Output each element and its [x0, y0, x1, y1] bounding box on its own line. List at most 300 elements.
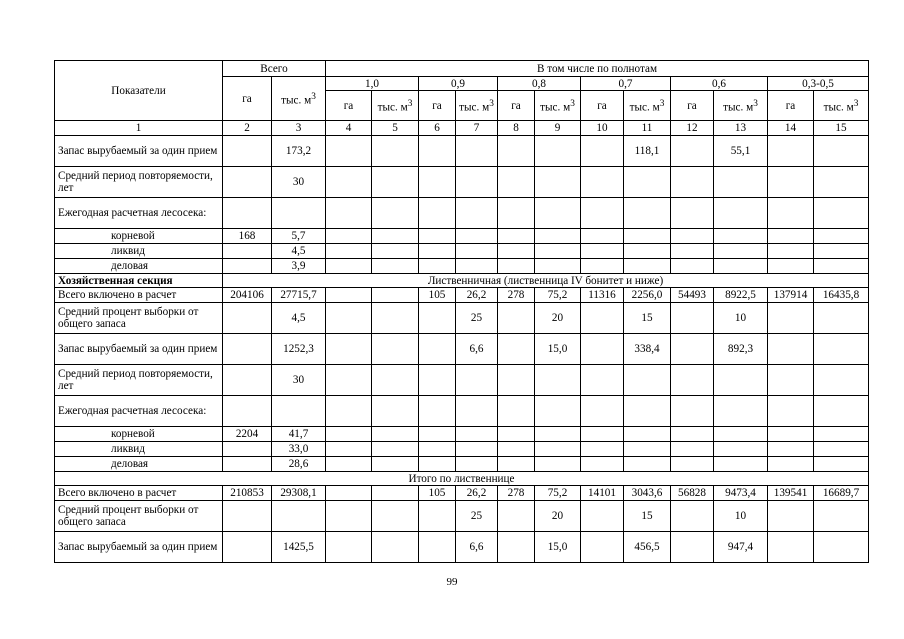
table-header — [55, 61, 869, 136]
data-cell — [372, 288, 419, 303]
data-cell — [372, 442, 419, 457]
data-cell — [671, 532, 714, 563]
column-number: 8 — [498, 121, 535, 136]
data-cell — [535, 365, 581, 396]
data-cell: 1425,5 — [272, 532, 326, 563]
data-cell: 137914 — [768, 288, 814, 303]
data-cell — [372, 259, 419, 274]
data-cell — [624, 365, 671, 396]
data-cell — [581, 136, 624, 167]
data-cell — [581, 457, 624, 472]
data-cell: 168 — [223, 229, 272, 244]
data-cell — [419, 442, 456, 457]
data-cell — [419, 303, 456, 334]
data-cell: 2256,0 — [624, 288, 671, 303]
column-number: 1 — [55, 121, 223, 136]
data-cell — [326, 442, 372, 457]
data-cell — [768, 427, 814, 442]
column-number: 5 — [372, 121, 419, 136]
data-cell: 3043,6 — [624, 486, 671, 501]
data-cell — [326, 288, 372, 303]
data-cell — [624, 198, 671, 229]
row-label: Всего включено в расчет — [55, 288, 223, 303]
data-cell — [581, 167, 624, 198]
data-cell — [456, 259, 498, 274]
data-cell — [223, 334, 272, 365]
data-cell — [223, 365, 272, 396]
data-cell — [498, 457, 535, 472]
data-cell — [419, 259, 456, 274]
table-row — [55, 486, 869, 501]
data-cell: 15,0 — [535, 334, 581, 365]
data-cell — [419, 365, 456, 396]
column-number: 13 — [714, 121, 768, 136]
data-cell — [768, 136, 814, 167]
section-title: Лиственничная (лиственница IV бонитет и ниже) — [223, 274, 869, 288]
data-cell — [419, 167, 456, 198]
data-cell: 173,2 — [272, 136, 326, 167]
data-cell: 204106 — [223, 288, 272, 303]
data-cell — [372, 396, 419, 427]
data-cell: 892,3 — [714, 334, 768, 365]
data-cell — [372, 198, 419, 229]
data-cell — [768, 303, 814, 334]
data-cell — [326, 396, 372, 427]
table-row — [55, 229, 869, 244]
data-cell — [581, 229, 624, 244]
data-cell — [671, 136, 714, 167]
column-number: 6 — [419, 121, 456, 136]
data-cell — [671, 427, 714, 442]
data-cell — [768, 334, 814, 365]
header-unit-tm: тыс. $м^3$ — [814, 91, 869, 121]
column-number: 2 — [223, 121, 272, 136]
column-number: 7 — [456, 121, 498, 136]
data-cell — [535, 244, 581, 259]
data-cell: 8922,5 — [714, 288, 768, 303]
data-cell — [624, 457, 671, 472]
table-row — [55, 334, 869, 365]
data-cell — [419, 229, 456, 244]
data-cell: 6,6 — [456, 334, 498, 365]
data-cell — [326, 501, 372, 532]
table-row — [55, 303, 869, 334]
data-cell: 9473,4 — [714, 486, 768, 501]
data-cell — [456, 244, 498, 259]
data-cell — [814, 334, 869, 365]
header-unit-ha: га — [326, 91, 372, 121]
data-cell: 16435,8 — [814, 288, 869, 303]
data-cell — [581, 532, 624, 563]
data-cell — [814, 457, 869, 472]
data-cell — [581, 427, 624, 442]
data-cell — [456, 365, 498, 396]
header-unit-tm: тыс. $м^3$ — [372, 91, 419, 121]
header-unit-tm: тыс. $м^3$ — [535, 91, 581, 121]
data-cell — [814, 198, 869, 229]
row-label: Запас вырубаемый за один прием — [55, 334, 223, 365]
data-cell: 26,2 — [456, 486, 498, 501]
column-number: 11 — [624, 121, 671, 136]
table-row — [55, 457, 869, 472]
data-cell — [814, 167, 869, 198]
data-cell: 5,7 — [272, 229, 326, 244]
row-label: корневой — [55, 229, 223, 244]
header-unit-ha: га — [498, 91, 535, 121]
data-cell — [768, 532, 814, 563]
row-label: Запас вырубаемый за один прием — [55, 136, 223, 167]
data-cell — [223, 396, 272, 427]
data-cell: 278 — [498, 288, 535, 303]
data-cell — [768, 167, 814, 198]
data-cell — [372, 501, 419, 532]
data-cell — [581, 244, 624, 259]
data-cell: 54493 — [671, 288, 714, 303]
data-cell — [671, 244, 714, 259]
data-cell — [624, 167, 671, 198]
data-cell — [498, 427, 535, 442]
data-cell — [419, 244, 456, 259]
data-cell — [671, 303, 714, 334]
data-cell — [223, 198, 272, 229]
data-cell — [624, 442, 671, 457]
row-label: Ежегодная расчетная лесосека: — [55, 396, 223, 427]
data-cell — [326, 427, 372, 442]
data-cell: 56828 — [671, 486, 714, 501]
data-cell — [581, 303, 624, 334]
data-cell — [326, 365, 372, 396]
data-cell — [498, 442, 535, 457]
data-cell — [671, 396, 714, 427]
header-total-tm: тыс. $м^3$ — [272, 77, 326, 121]
data-cell — [419, 334, 456, 365]
row-label: ликвид — [55, 442, 223, 457]
data-cell — [768, 198, 814, 229]
data-cell — [768, 501, 814, 532]
data-cell — [498, 365, 535, 396]
data-cell — [272, 396, 326, 427]
table-row — [55, 501, 869, 532]
data-cell — [671, 198, 714, 229]
data-cell: 278 — [498, 486, 535, 501]
data-cell — [456, 167, 498, 198]
data-cell — [814, 259, 869, 274]
data-cell — [223, 303, 272, 334]
data-cell — [535, 457, 581, 472]
data-cell — [581, 365, 624, 396]
table-row — [55, 365, 869, 396]
data-cell — [498, 244, 535, 259]
data-cell: 118,1 — [624, 136, 671, 167]
table-row — [55, 532, 869, 563]
data-cell: 26,2 — [456, 288, 498, 303]
column-number: 3 — [272, 121, 326, 136]
data-cell — [535, 259, 581, 274]
data-cell — [498, 167, 535, 198]
data-cell: 15 — [624, 501, 671, 532]
header-unit-tm: тыс. $м^3$ — [714, 91, 768, 121]
data-cell — [419, 427, 456, 442]
data-cell: 4,5 — [272, 244, 326, 259]
data-cell — [498, 136, 535, 167]
data-cell — [768, 396, 814, 427]
table-row — [55, 259, 869, 274]
data-cell — [671, 259, 714, 274]
data-cell — [372, 167, 419, 198]
row-label: Средний период повторяемости, лет — [55, 365, 223, 396]
data-cell — [498, 396, 535, 427]
data-cell — [372, 365, 419, 396]
data-cell — [372, 427, 419, 442]
data-cell — [814, 396, 869, 427]
data-cell — [372, 136, 419, 167]
data-cell — [372, 229, 419, 244]
header-density: 0,8 — [498, 77, 581, 91]
header-unit-tm: тыс. $м^3$ — [624, 91, 671, 121]
column-number: 15 — [814, 121, 869, 136]
column-number: 12 — [671, 121, 714, 136]
data-cell — [768, 244, 814, 259]
data-cell: 55,1 — [714, 136, 768, 167]
data-cell — [671, 167, 714, 198]
header-indicators: Показатели — [55, 61, 223, 121]
data-cell — [326, 303, 372, 334]
data-cell: 15 — [624, 303, 671, 334]
data-cell — [456, 198, 498, 229]
data-cell: 105 — [419, 288, 456, 303]
data-cell: 947,4 — [714, 532, 768, 563]
data-cell — [671, 457, 714, 472]
data-cell — [671, 365, 714, 396]
data-cell — [768, 457, 814, 472]
row-label: деловая — [55, 259, 223, 274]
column-number: 4 — [326, 121, 372, 136]
data-cell — [372, 486, 419, 501]
data-cell — [223, 167, 272, 198]
data-cell — [768, 259, 814, 274]
header-density: 0,6 — [671, 77, 768, 91]
data-cell — [581, 396, 624, 427]
data-cell: 20 — [535, 501, 581, 532]
data-cell — [814, 244, 869, 259]
header-total-ha: га — [223, 77, 272, 121]
data-cell — [372, 457, 419, 472]
data-cell — [535, 198, 581, 229]
page-number: 99 — [446, 576, 458, 588]
data-cell — [419, 198, 456, 229]
data-cell — [326, 486, 372, 501]
data-cell — [768, 365, 814, 396]
column-number: 10 — [581, 121, 624, 136]
header-density: 0,3-0,5 — [768, 77, 869, 91]
table-row — [55, 427, 869, 442]
data-cell: 10 — [714, 501, 768, 532]
data-cell: 29308,1 — [272, 486, 326, 501]
table-row — [55, 442, 869, 457]
data-cell — [671, 334, 714, 365]
data-cell — [581, 198, 624, 229]
row-label: Средний процент выборки от общего запаса — [55, 501, 223, 532]
data-cell: 33,0 — [272, 442, 326, 457]
data-cell: 456,5 — [624, 532, 671, 563]
data-cell — [814, 442, 869, 457]
data-cell — [326, 259, 372, 274]
data-cell: 11316 — [581, 288, 624, 303]
data-cell — [419, 396, 456, 427]
data-cell: 14101 — [581, 486, 624, 501]
data-cell: 338,4 — [624, 334, 671, 365]
data-cell — [768, 229, 814, 244]
data-cell — [456, 396, 498, 427]
data-cell — [498, 532, 535, 563]
data-cell — [498, 501, 535, 532]
data-cell — [714, 259, 768, 274]
data-cell: 75,2 — [535, 486, 581, 501]
data-cell — [535, 136, 581, 167]
header-unit-ha: га — [419, 91, 456, 121]
data-cell — [714, 365, 768, 396]
data-cell — [372, 532, 419, 563]
row-label: Всего включено в расчет — [55, 486, 223, 501]
data-cell: 25 — [456, 303, 498, 334]
data-cell — [372, 244, 419, 259]
column-number: 9 — [535, 121, 581, 136]
column-number: 14 — [768, 121, 814, 136]
data-cell: 15,0 — [535, 532, 581, 563]
data-cell — [814, 427, 869, 442]
data-cell — [814, 532, 869, 563]
data-cell — [326, 167, 372, 198]
data-cell — [714, 442, 768, 457]
data-cell — [535, 442, 581, 457]
data-cell — [714, 427, 768, 442]
data-cell — [326, 457, 372, 472]
data-cell — [326, 334, 372, 365]
data-cell: 4,5 — [272, 303, 326, 334]
data-cell: 139541 — [768, 486, 814, 501]
data-cell — [456, 229, 498, 244]
row-label: Средний процент выборки от общего запаса — [55, 303, 223, 334]
header-unit-ha: га — [581, 91, 624, 121]
table-row — [55, 244, 869, 259]
data-cell — [498, 303, 535, 334]
data-cell — [456, 442, 498, 457]
data-cell: 30 — [272, 365, 326, 396]
data-cell: 105 — [419, 486, 456, 501]
data-cell — [535, 167, 581, 198]
data-cell — [326, 136, 372, 167]
data-cell — [272, 198, 326, 229]
data-cell — [498, 259, 535, 274]
data-cell — [814, 136, 869, 167]
table-row — [55, 472, 869, 486]
header-unit-tm: тыс. $м^3$ — [456, 91, 498, 121]
data-cell — [419, 532, 456, 563]
data-cell — [223, 136, 272, 167]
data-cell — [456, 427, 498, 442]
table-body — [55, 136, 869, 563]
table-row — [55, 288, 869, 303]
data-cell — [419, 457, 456, 472]
table-row — [55, 136, 869, 167]
data-cell: 16689,7 — [814, 486, 869, 501]
data-cell — [223, 244, 272, 259]
data-cell — [223, 532, 272, 563]
row-label: Ежегодная расчетная лесосека: — [55, 198, 223, 229]
data-cell — [535, 229, 581, 244]
table-row — [55, 274, 869, 288]
header-incl: В том числе по полнотам — [326, 61, 869, 77]
data-cell — [624, 427, 671, 442]
data-cell — [714, 457, 768, 472]
forest-inventory-table — [54, 60, 869, 563]
data-cell: 41,7 — [272, 427, 326, 442]
table-row — [55, 198, 869, 229]
data-cell — [581, 259, 624, 274]
section-label: Хозяйственная секция — [55, 274, 223, 288]
summary-span-cell: Итого по лиственнице — [55, 472, 869, 486]
data-cell — [419, 501, 456, 532]
header-density: 1,0 — [326, 77, 419, 91]
data-cell — [372, 334, 419, 365]
row-label: ликвид — [55, 244, 223, 259]
row-label: Запас вырубаемый за один прием — [55, 532, 223, 563]
table-row — [55, 167, 869, 198]
data-cell — [223, 457, 272, 472]
data-cell — [372, 303, 419, 334]
data-cell — [768, 442, 814, 457]
header-unit-ha: га — [671, 91, 714, 121]
data-cell: 20 — [535, 303, 581, 334]
data-cell: 10 — [714, 303, 768, 334]
data-cell — [814, 365, 869, 396]
header-total: Всего — [223, 61, 326, 77]
data-cell — [814, 229, 869, 244]
data-cell — [714, 167, 768, 198]
data-cell: 2204 — [223, 427, 272, 442]
data-cell: 6,6 — [456, 532, 498, 563]
data-cell — [535, 396, 581, 427]
data-cell — [671, 501, 714, 532]
data-cell — [326, 229, 372, 244]
data-cell — [223, 442, 272, 457]
header-density: 0,7 — [581, 77, 671, 91]
data-cell — [498, 198, 535, 229]
data-cell — [272, 501, 326, 532]
data-cell — [624, 396, 671, 427]
row-label: Средний период повторяемости, лет — [55, 167, 223, 198]
data-cell — [456, 136, 498, 167]
data-cell — [714, 229, 768, 244]
data-cell — [671, 442, 714, 457]
data-cell — [714, 396, 768, 427]
data-cell — [535, 427, 581, 442]
data-cell: 28,6 — [272, 457, 326, 472]
data-cell — [671, 229, 714, 244]
data-cell: 210853 — [223, 486, 272, 501]
row-label: корневой — [55, 427, 223, 442]
table-row — [55, 396, 869, 427]
data-cell — [624, 229, 671, 244]
data-cell: 25 — [456, 501, 498, 532]
header-density: 0,9 — [419, 77, 498, 91]
data-cell — [814, 303, 869, 334]
data-cell — [714, 198, 768, 229]
data-cell — [581, 442, 624, 457]
row-label: деловая — [55, 457, 223, 472]
data-cell — [581, 334, 624, 365]
data-cell — [326, 244, 372, 259]
